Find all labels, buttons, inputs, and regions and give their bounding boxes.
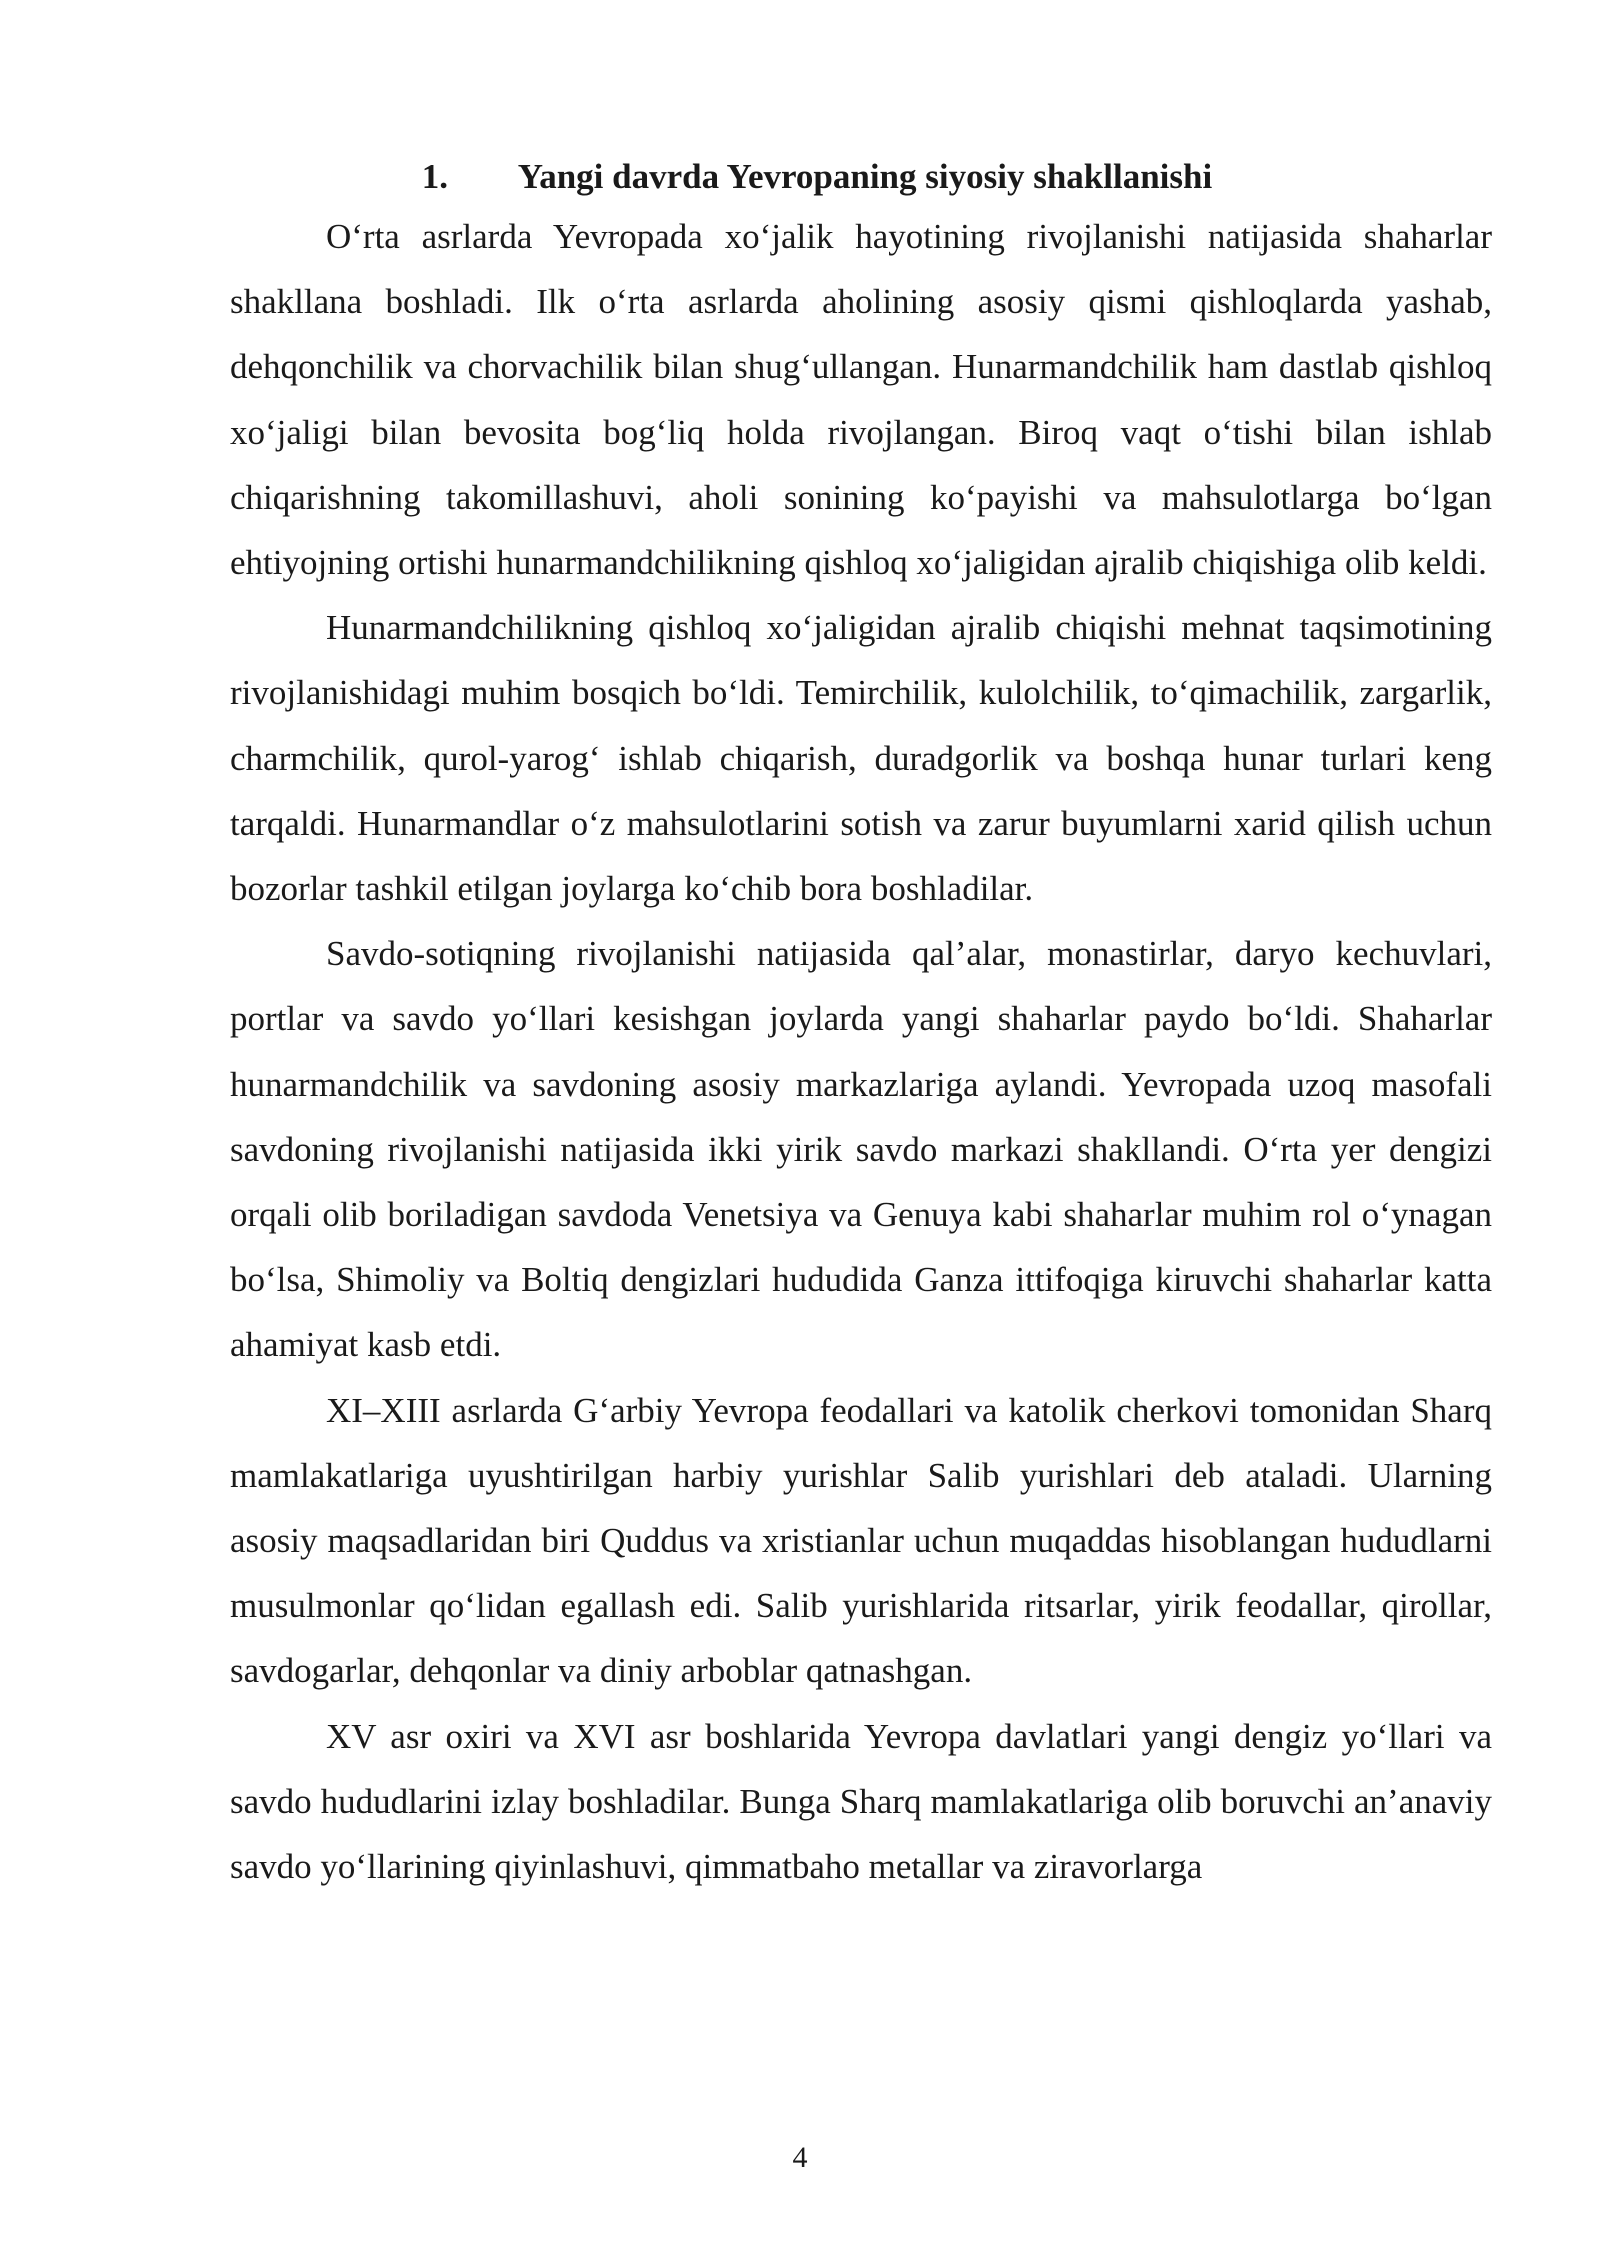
page-number: 4 (792, 2141, 808, 2174)
heading-number: 1. (421, 157, 449, 196)
section-heading (230, 150, 1492, 204)
paragraph-4: XI–XIII asrlarda G‘arbiy Yevropa feodallari va katolik cherkovi tomonidan Sharq mamlakatlariga uyushtirilgan harbiy yurishlar Salib yurishlari deb ataladi. Ularning asosiy maqsadlaridan biri Quddus va xristianlar uchun muqaddas hisoblangan hududlarni musulmonlar qo‘lidan egallash edi. Salib yurishlarida ritsarlar, yirik feodallar, qirollar, savdogarlar, dehqonlar va diniy arboblar qatnashgan. (230, 1390, 1492, 1691)
paragraph-1: O‘rta asrlarda Yevropada xo‘jalik hayotining rivojlanishi natijasida shaharlar shakllana boshladi. Ilk o‘rta asrlarda aholining asosiy qismi qishloqlarda yashab, dehqonchilik va chorvachilik bilan shug‘ullangan. Hunarmandchilik ham dastlab qishloq xo‘jaligi bilan bevosita bog‘liq holda rivojlangan. Biroq vaqt o‘tishi bilan ishlab chiqarishning takomillashuvi, aholi sonining ko‘payishi va mahsulotlarga bo‘lgan ehtiyojning ortishi hunarmandchilikning qishloq xo‘jaligidan ajralib chiqishiga olib keldi. (230, 217, 1492, 583)
paragraph-5: XV asr oxiri va XVI asr boshlarida Yevropa davlatlari yangi dengiz yo‘llari va savdo hududlarini izlay boshladilar. Bunga Sharq mamlakatlariga olib boruvchi an’anaviy savdo yo‘llarining qiyinlashuvi, qimmatbaho metallar va ziravorlarga (230, 1716, 1492, 1887)
heading-title: Yangi davrda Yevropaning siyosiy shakllanishi (517, 157, 1213, 196)
paragraph-2: Hunarmandchilikning qishloq xo‘jaligidan ajralib chiqishi mehnat taqsimotining rivojlanishidagi muhim bosqich bo‘ldi. Temirchilik, kulolchilik, to‘qimachilik, zargarlik, charmchilik, qurol-yarog‘ ishlab chiqarish, duradgorlik va boshqa hunar turlari keng tarqaldi. Hunarmandlar o‘z mahsulotlarini sotish va zarur buyumlarni xarid qilish uchun bozorlar tashkil etilgan joylarga ko‘chib bora boshladilar. (230, 608, 1492, 909)
document-page (230, 150, 1492, 1899)
paragraph-3: Savdo-sotiqning rivojlanishi natijasida qal’alar, monastirlar, daryo kechuvlari, portlar va savdo yo‘llari kesishgan joylarda yangi shaharlar paydo bo‘ldi. Shaharlar hunarmandchilik va savdoning asosiy markazlariga aylandi. Yevropada uzoq masofali savdoning rivojlanishi natijasida ikki yirik savdo markazi shakllandi. O‘rta yer dengizi orqali olib boriladigan savdoda Venetsiya va Genuya kabi shaharlar muhim rol o‘ynagan bo‘lsa, Shimoliy va Boltiq dengizlari hududida Ganza ittifoqiga kiruvchi shaharlar katta ahamiyat kasb etdi. (230, 934, 1492, 1365)
